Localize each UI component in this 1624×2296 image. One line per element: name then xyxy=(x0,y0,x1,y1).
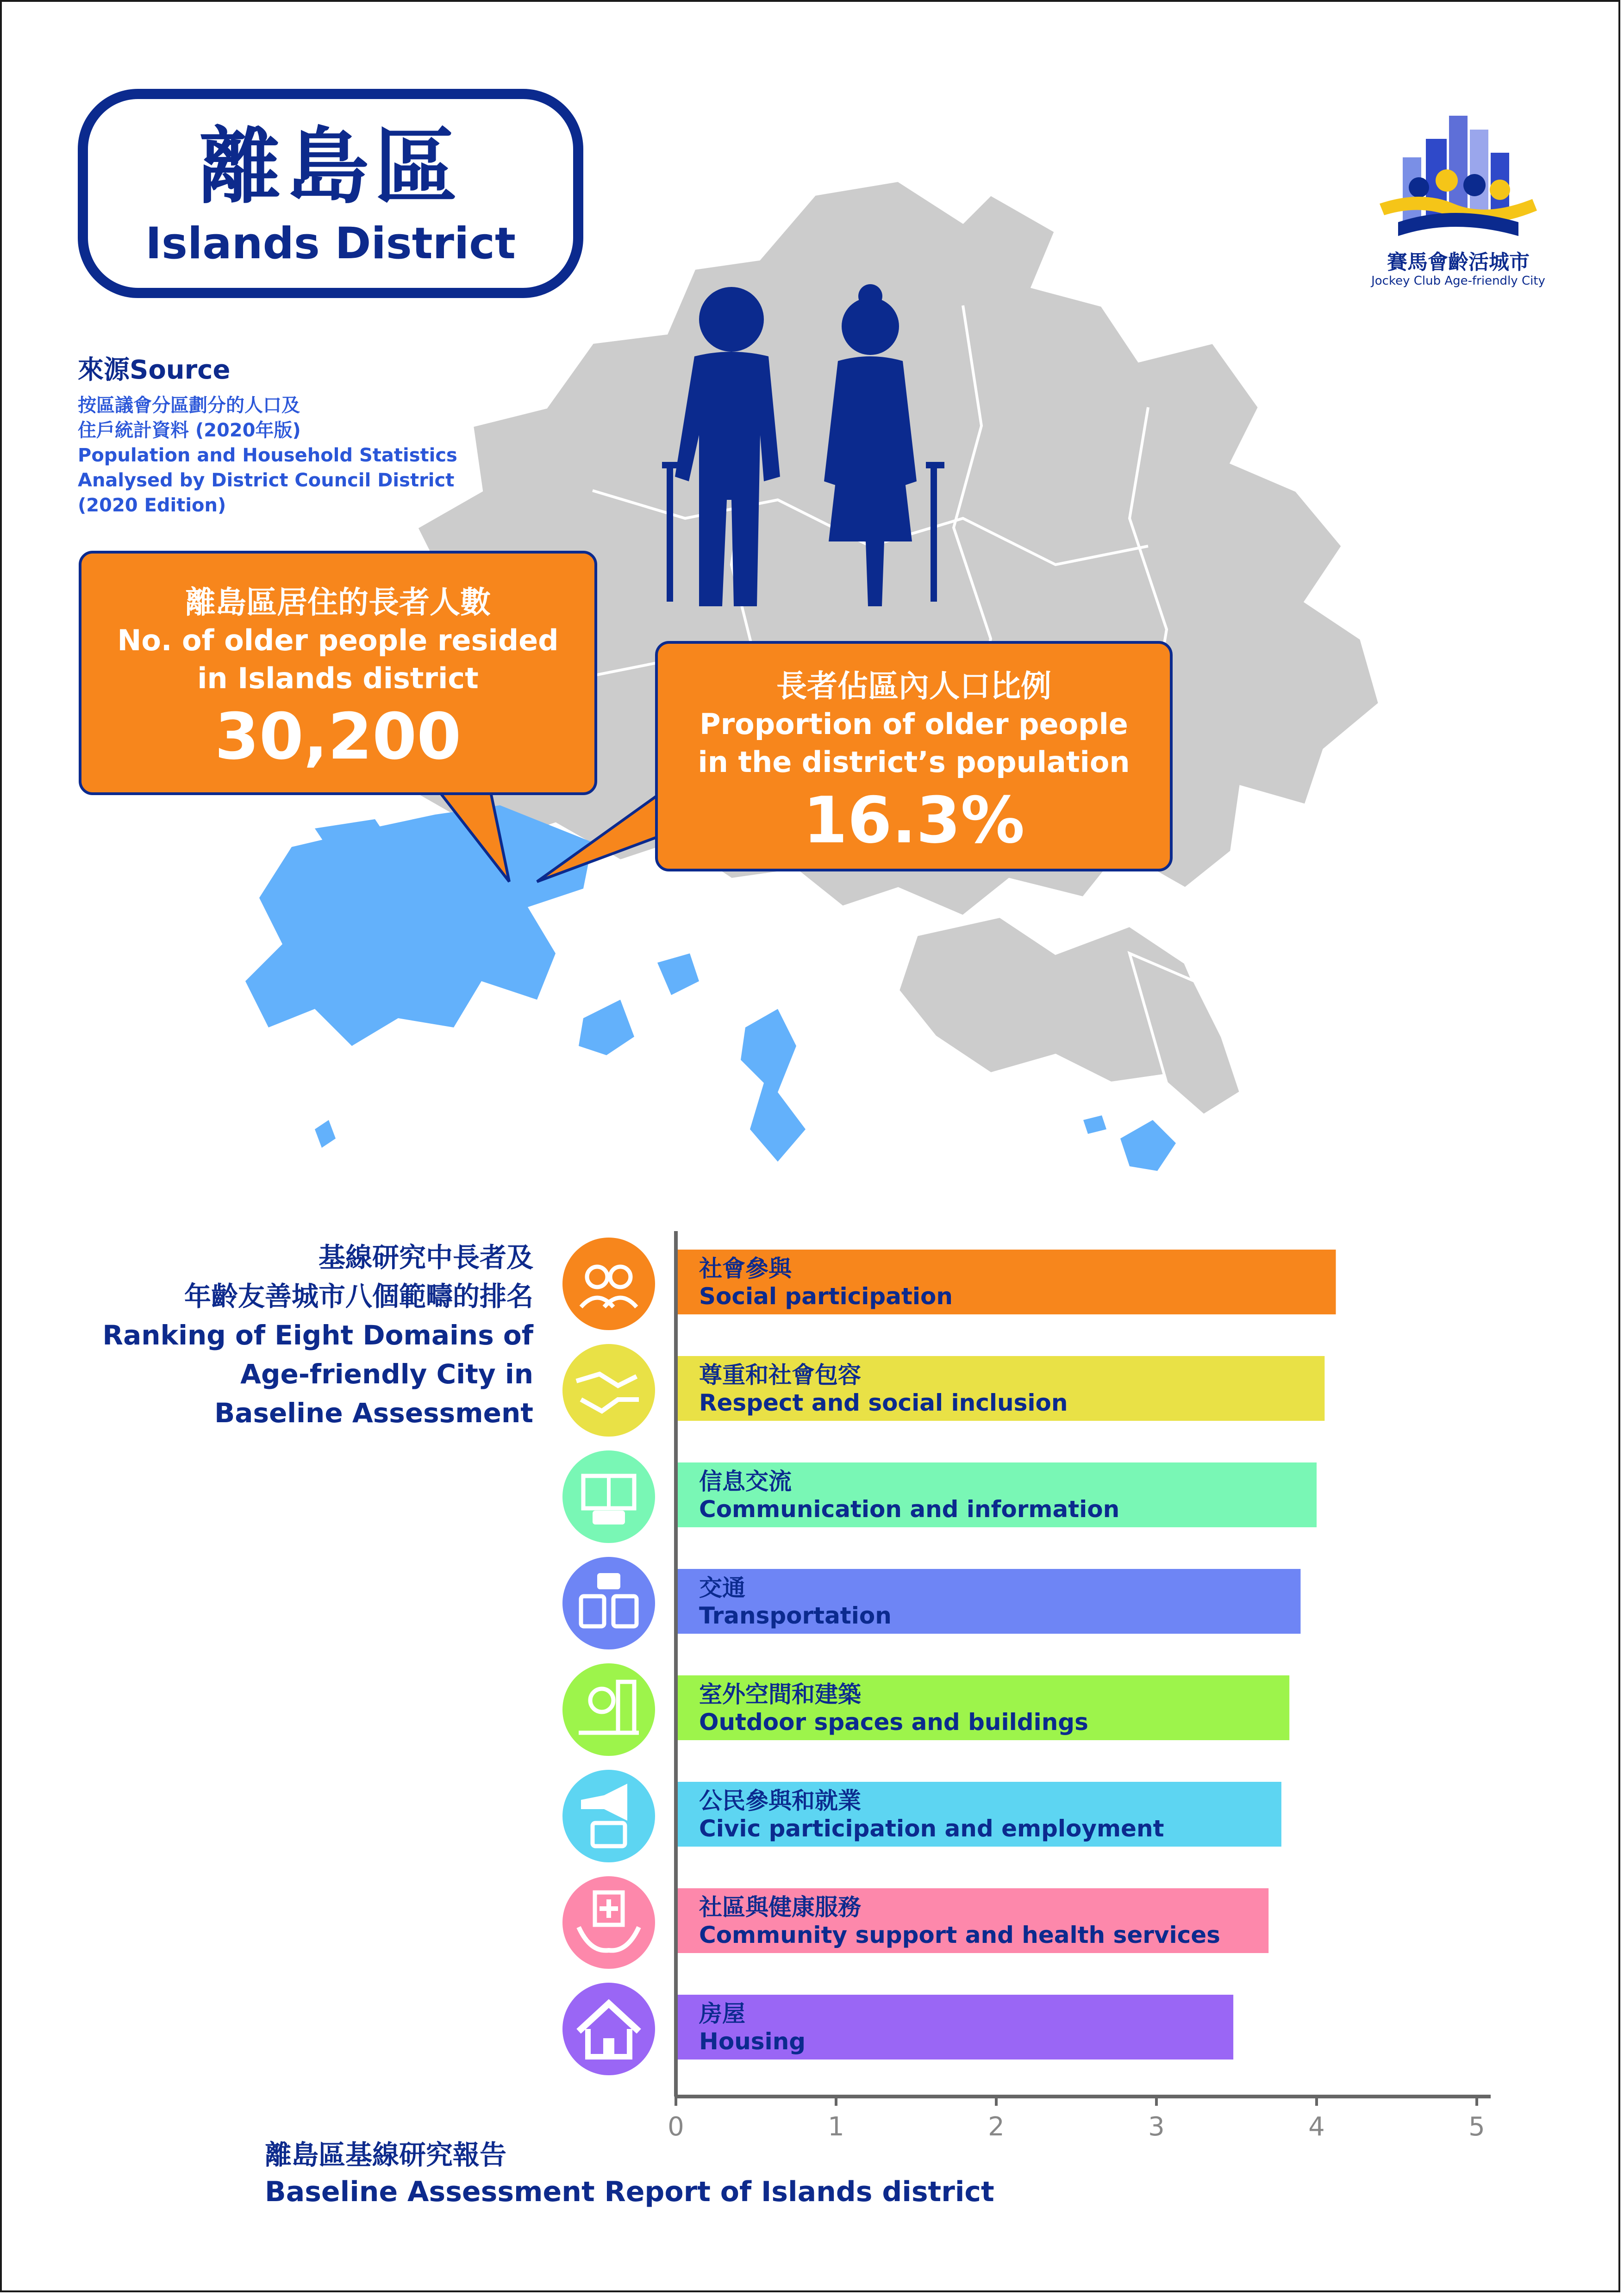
logo-text-en: Jockey Club Age-friendly City xyxy=(1371,274,1545,288)
ranking-title-en-3: Baseline Assessment xyxy=(214,1397,533,1429)
bar-label-en: Communication and information xyxy=(699,1496,1120,1523)
page-title-zh: 離島區 xyxy=(199,119,462,215)
source-line: Population and Household Statistics xyxy=(78,445,457,466)
bar-label-en: Transportation xyxy=(699,1602,892,1629)
older-people-proportion-callout xyxy=(655,641,1173,871)
report-title-en: Baseline Assessment Report of Islands district xyxy=(265,2176,994,2208)
ranking-title xyxy=(102,1238,533,1432)
ranking-title-zh-2: 年齡友善城市八個範疇的排名 xyxy=(184,1281,533,1312)
source-line: (2020 Edition) xyxy=(78,495,226,516)
bar-label-zh: 尊重和社會包容 xyxy=(699,1362,861,1388)
older-couple-icon xyxy=(653,282,968,606)
source-line: 按區議會分區劃分的人口及 xyxy=(78,395,300,416)
district-title-box xyxy=(78,89,583,298)
callout-proportion-value: 16.3% xyxy=(803,783,1025,858)
bar-label-zh: 室外空間和建築 xyxy=(699,1681,861,1708)
bar-label-zh: 公民參與和就業 xyxy=(699,1787,861,1814)
older-people-count-callout xyxy=(79,551,597,795)
callout-residents-zh: 離島區居住的長者人數 xyxy=(185,585,491,620)
x-tick-label: 4 xyxy=(1308,2112,1325,2142)
callout-proportion-en-1: Proportion of older people xyxy=(700,707,1128,741)
bar-label-zh: 房屋 xyxy=(699,2000,745,2027)
bar-label-en: Outdoor spaces and buildings xyxy=(699,1709,1088,1736)
bar-label-en: Housing xyxy=(699,2028,806,2055)
source-block xyxy=(78,349,457,518)
ranking-title-en-1: Ranking of Eight Domains of xyxy=(102,1319,533,1351)
x-tick-label: 0 xyxy=(668,2112,684,2142)
bar-label-zh: 交通 xyxy=(699,1574,745,1601)
transport-icon xyxy=(562,1557,655,1649)
x-tick-label: 3 xyxy=(1148,2112,1165,2142)
callout-residents-en-1: No. of older people resided xyxy=(117,623,559,657)
domain-ranking-bar-chart xyxy=(648,1231,1528,2152)
callout-proportion-zh: 長者佔區內人口比例 xyxy=(776,668,1051,704)
people-icon xyxy=(562,1238,655,1330)
handshake-icon xyxy=(562,1344,655,1437)
report-title xyxy=(265,2136,994,2210)
bar-label-en: Community support and health services xyxy=(699,1922,1220,1948)
source-heading: 來源Source xyxy=(78,355,231,385)
x-tick-label: 2 xyxy=(988,2112,1005,2142)
bar-label-zh: 信息交流 xyxy=(699,1468,792,1495)
park-building-icon xyxy=(562,1663,655,1756)
source-line: 住戶統計資料 (2020年版) xyxy=(78,420,301,441)
health-care-icon xyxy=(562,1876,655,1969)
callout-proportion-en-2: in the district’s population xyxy=(698,745,1130,779)
bar-label-zh: 社區與健康服務 xyxy=(699,1894,861,1921)
bar-label-en: Social participation xyxy=(699,1283,953,1310)
page-title-en: Islands District xyxy=(145,218,516,269)
bar-label-en: Civic participation and employment xyxy=(699,1815,1164,1842)
source-line: Analysed by District Council District xyxy=(78,470,455,491)
x-tick-label: 5 xyxy=(1468,2112,1485,2142)
house-icon xyxy=(562,1983,655,2075)
bar-label-zh: 社會參與 xyxy=(699,1255,792,1282)
report-title-zh: 離島區基線研究報告 xyxy=(265,2139,507,2171)
megaphone-briefcase-icon xyxy=(562,1770,655,1862)
logo-text-zh: 賽馬會齡活城市 xyxy=(1387,250,1530,274)
ranking-title-zh-1: 基線研究中長者及 xyxy=(318,1242,533,1273)
ranking-title-en-2: Age-friendly City in xyxy=(240,1358,533,1390)
bar-label-en: Respect and social inclusion xyxy=(699,1389,1068,1416)
domain-icons xyxy=(562,1238,655,2098)
callout-residents-en-2: in Islands district xyxy=(197,661,479,695)
callout-residents-value: 30,200 xyxy=(214,699,462,774)
book-chat-icon xyxy=(562,1450,655,1543)
x-tick-label: 1 xyxy=(828,2112,844,2142)
